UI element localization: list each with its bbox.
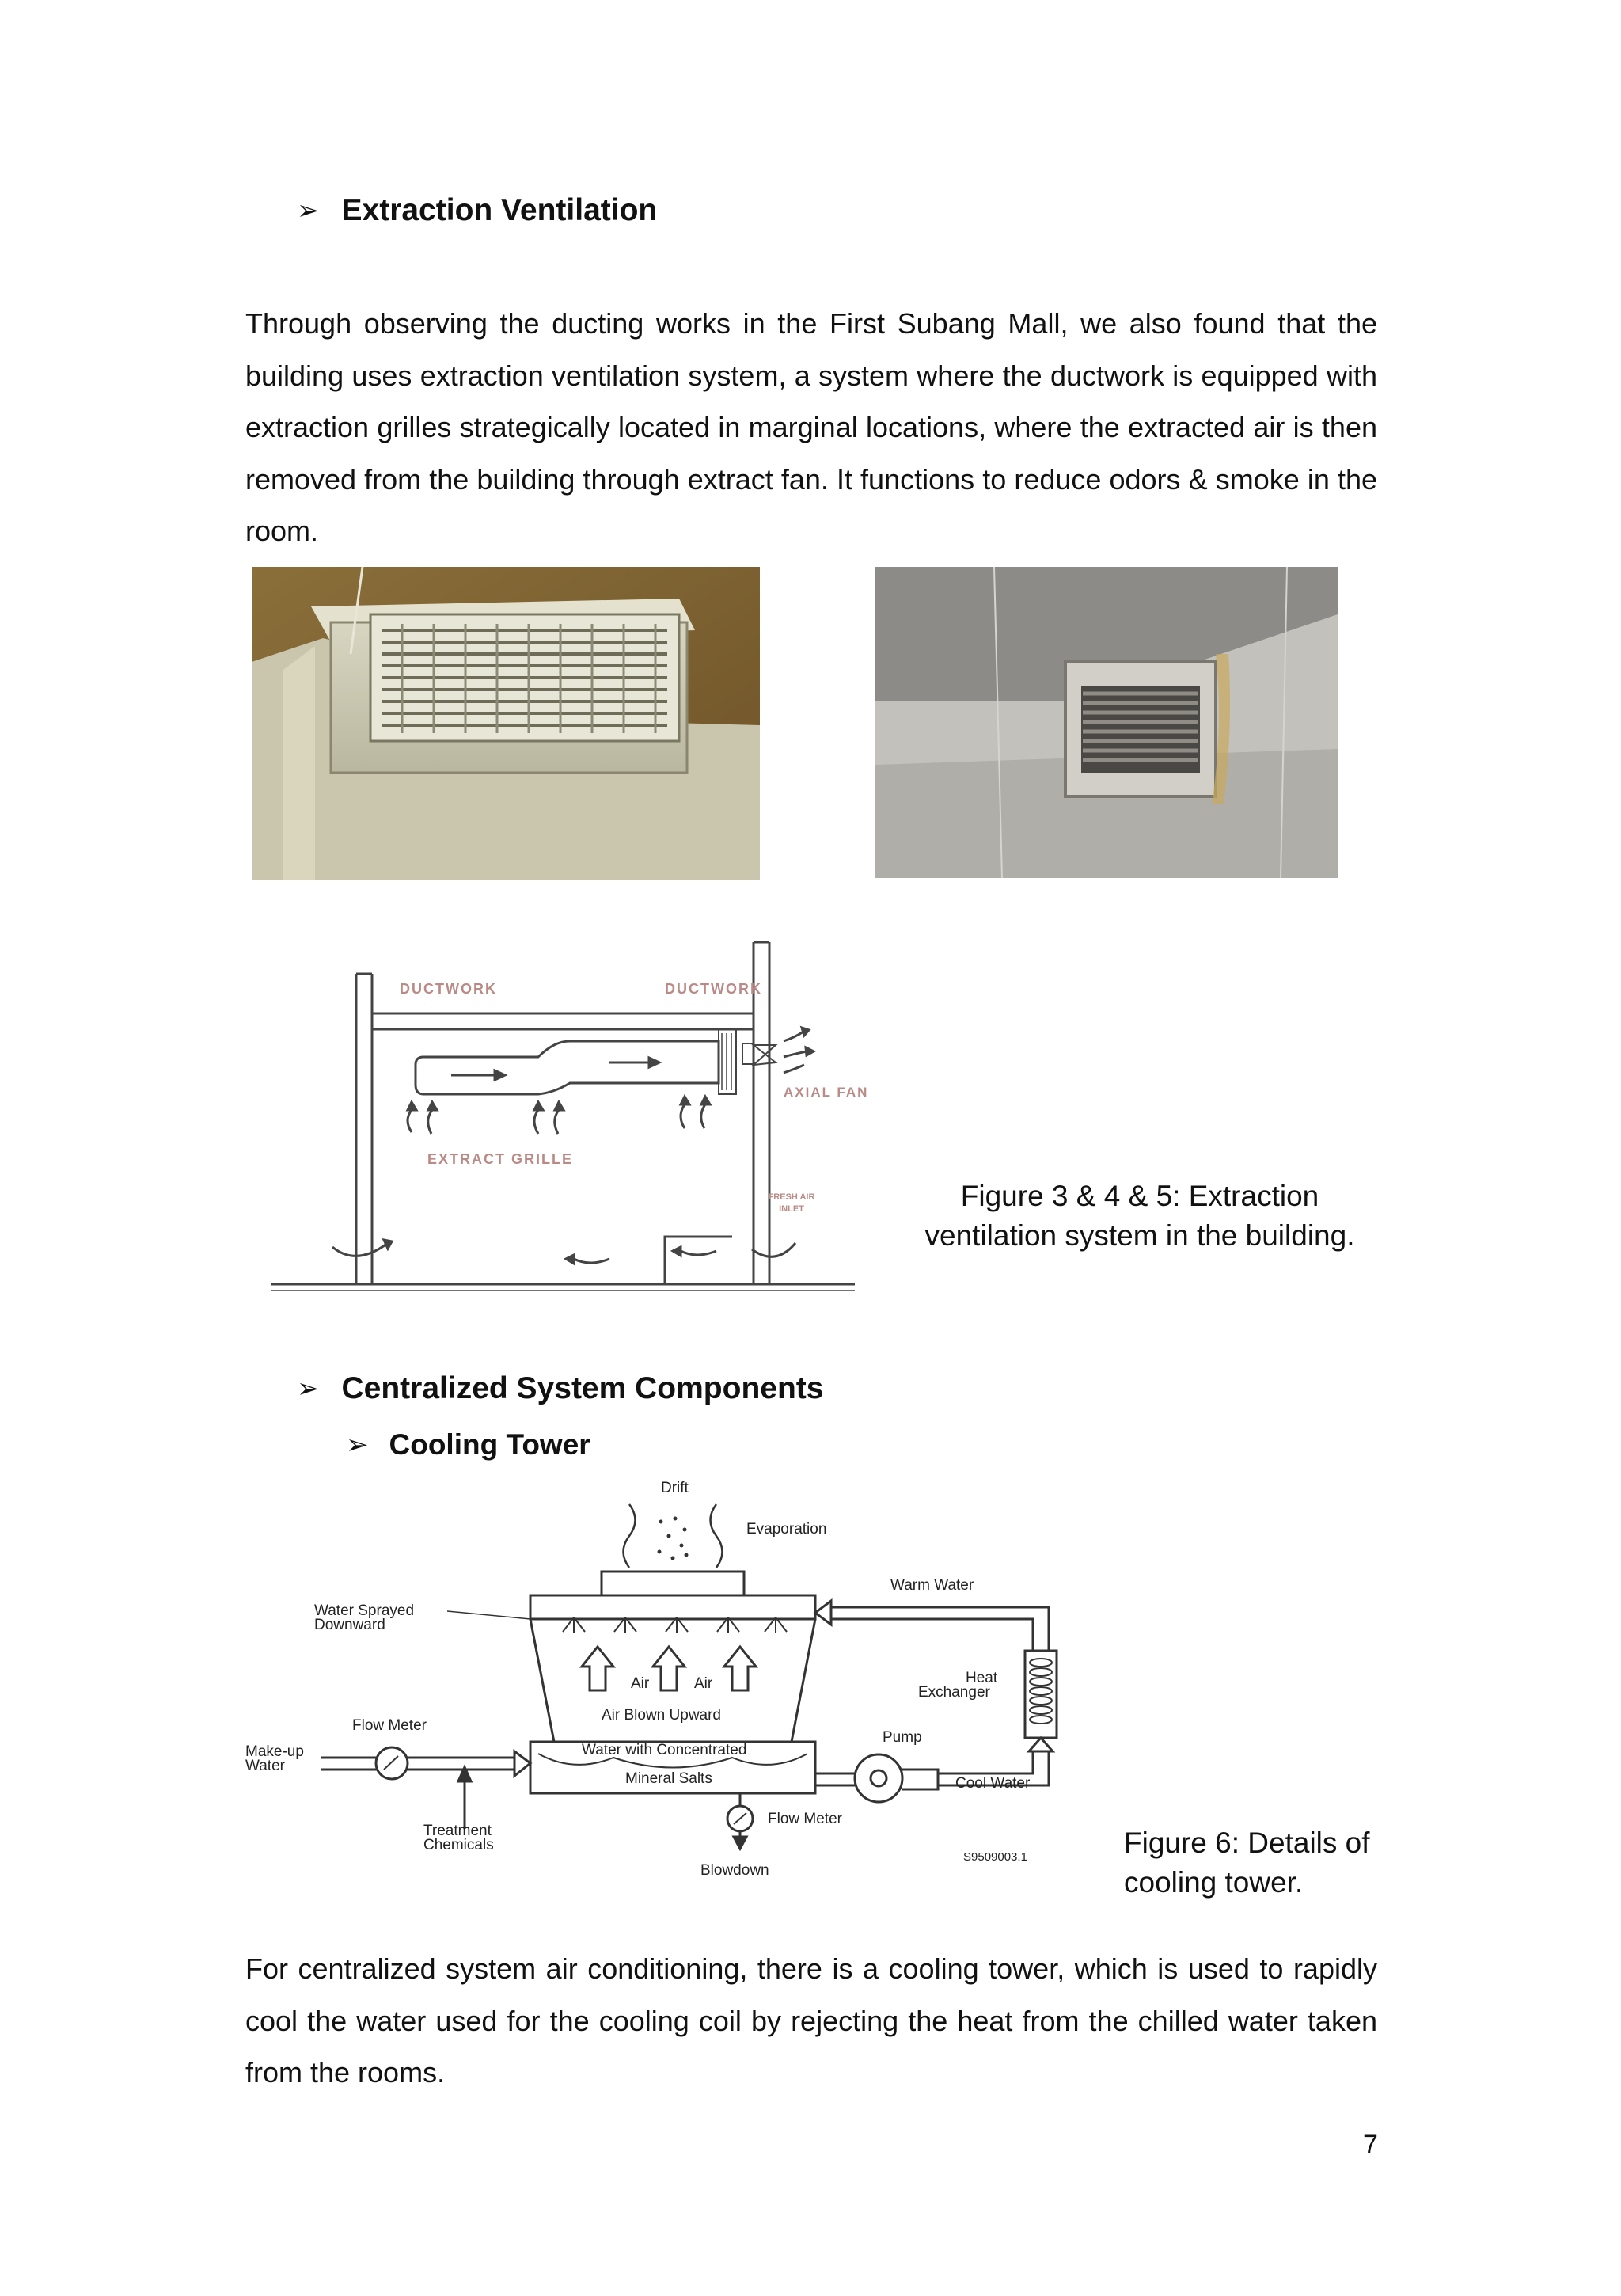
label-pump: Pump [883,1729,922,1746]
extraction-diagram [269,926,869,1318]
label-axial-fan: AXIAL FAN [784,1085,869,1100]
label-water-conc-1: Water with Concentrated [582,1742,747,1758]
label-fresh-air-2: INLET [779,1204,804,1214]
label-water-sprayed-2: Downward [314,1617,385,1633]
label-treatment-2: Chemicals [423,1837,494,1853]
section-heading [297,1371,823,1406]
arrow-bullet-icon: ➢ [297,1374,320,1404]
label-cool-water: Cool Water [955,1775,1031,1792]
label-water-conc-2: Mineral Salts [625,1770,712,1787]
label-flow-meter-top: Flow Meter [352,1717,427,1734]
label-drift: Drift [661,1480,689,1496]
caption-line: ventilation system in the building. [924,1219,1355,1252]
figure-caption-1 [894,1177,1385,1256]
body-paragraph: Through observing the ducting works in the First Subang Mall, we also found that the building uses extraction ventilation system, a system where the ductwork is equipped with extraction grilles strategically located in marginal locations, where the extracted air is then removed from the building through extract fan. It functions to reduce odors & smoke in the room. [245,307,1377,547]
label-flow-meter-bottom: Flow Meter [768,1811,842,1827]
body-paragraph: For centralized system air conditioning, there is a cooling tower, which is used to rapidly cool the water used for the cooling coil by rejecting the heat from the chilled water taken from the rooms. [245,1952,1377,2089]
label-air-blown-upward: Air Blown Upward [602,1707,721,1724]
label-air-1: Air [631,1675,650,1692]
caption-line: cooling tower. [1124,1866,1304,1899]
label-makeup-1: Make-up [245,1743,304,1760]
label-ductwork-left: DUCTWORK [400,981,497,997]
grille-photo-2 [875,567,1338,878]
label-fresh-air-1: FRESH AIR [768,1192,815,1202]
label-heat-2: Exchanger [918,1684,990,1701]
label-warm-water: Warm Water [890,1577,974,1594]
arrow-bullet-icon: ➢ [297,196,320,226]
figure-caption-2 [1124,1823,1393,1903]
subsection-title: Cooling Tower [389,1428,590,1461]
label-code: S9509003.1 [963,1850,1027,1864]
label-air-2: Air [694,1675,713,1692]
cooling-tower-diagram [241,1473,1100,1884]
label-makeup-2: Water [245,1758,285,1774]
section-heading [297,193,657,228]
section-title: Centralized System Components [341,1371,824,1405]
label-ductwork-right: DUCTWORK [665,981,762,997]
label-extract-grille: EXTRACT GRILLE [427,1151,573,1167]
label-treatment-1: Treatment [423,1823,492,1839]
caption-line: Figure 3 & 4 & 5: Extraction [960,1180,1319,1212]
label-heat-1: Heat [966,1670,998,1686]
label-water-sprayed-1: Water Sprayed [314,1602,415,1619]
label-evaporation: Evaporation [746,1521,827,1538]
section-title: Extraction Ventilation [341,193,658,227]
label-blowdown: Blowdown [700,1862,769,1879]
subsection-heading [346,1428,590,1462]
caption-line: Figure 6: Details of [1124,1827,1370,1859]
arrow-bullet-icon: ➢ [346,1430,369,1460]
grille-photo-1 [252,567,760,880]
page-number: 7 [1363,2130,1378,2160]
